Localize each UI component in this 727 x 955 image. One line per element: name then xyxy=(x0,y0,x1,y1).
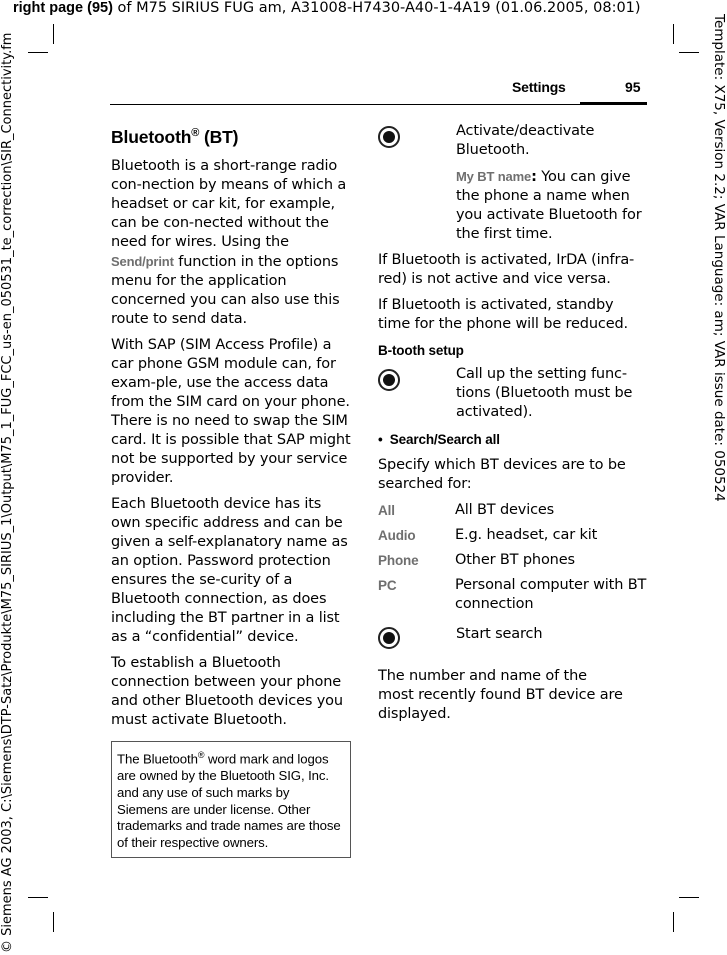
print-header-rest: of M75 SIRIUS FUG am, A31008-H7430-A40-1-4A19 (01.06.2005, 08:01) xyxy=(112,0,641,16)
paragraph-specify: Specify which BT devices are to be searched for: xyxy=(378,457,626,492)
crop-mark xyxy=(673,912,674,932)
key-cell xyxy=(378,623,456,655)
crop-mark xyxy=(28,52,48,53)
bullet-item: • Search/Search all xyxy=(378,432,500,447)
bullet-label: Search/Search all xyxy=(389,432,500,447)
section-heading xyxy=(111,122,351,148)
device-type-term: Audio xyxy=(378,528,416,543)
left-column xyxy=(111,122,351,858)
device-type-term: PC xyxy=(378,578,397,593)
device-type-list xyxy=(378,501,648,614)
device-type-desc: All BT devices xyxy=(455,502,555,518)
right-column xyxy=(378,122,648,731)
device-type-desc: E.g. headset, car kit xyxy=(455,527,598,543)
paragraph-establish: To establish a Bluetooth connection between your phone and other Bluetooth devices you must activate Bluetooth. xyxy=(111,654,343,728)
device-type-row xyxy=(378,501,648,520)
note-text: You can give the phone a name when you activate Bluetooth for the first time. xyxy=(456,169,642,242)
page-number: 95 xyxy=(625,79,641,95)
key-instruction xyxy=(378,365,648,422)
paragraph-text: function in the options menu for the application concerned you can also use this route to send data. xyxy=(111,253,340,327)
menu-reference: Send/print xyxy=(111,253,174,269)
notice-text: The Bluetooth xyxy=(117,751,198,767)
trademark-notice xyxy=(111,741,351,858)
paragraph-intro xyxy=(111,157,351,329)
device-type-row xyxy=(378,576,648,614)
key-instruction xyxy=(378,623,648,655)
colon: : xyxy=(531,169,537,185)
paragraph-irda: If Bluetooth is activated, IrDA (infra-red) is not active and vice versa. xyxy=(378,252,635,287)
crop-mark xyxy=(28,897,48,898)
paragraph-standby: If Bluetooth is activated, standby time for the phone will be reduced. xyxy=(378,297,629,332)
crop-mark xyxy=(53,24,54,44)
paragraph-text: most recently found BT device are displayed. xyxy=(378,687,623,722)
registered-mark: ® xyxy=(191,127,200,139)
paragraph-last xyxy=(378,667,648,724)
crop-mark xyxy=(53,912,54,932)
navigation-key-icon xyxy=(378,627,400,649)
running-title: Settings xyxy=(512,79,566,95)
header-rule-thick xyxy=(580,102,647,105)
navigation-key-icon xyxy=(378,369,400,391)
left-margin-path: © Siemens AG 2003, C:\Siemens\DTP-Satz\Produkte\M75_SIRIUS_1\Output\M75_1_FUG_FCC_us-en_050531_te_correction\SIR_Connectivity.fm xyxy=(0,32,15,953)
device-type-row xyxy=(378,551,648,570)
menu-reference: My BT name xyxy=(456,169,532,184)
paragraph-line: The number and name of the xyxy=(378,668,587,684)
subheading: B-tooth setup xyxy=(378,343,464,358)
activate-text: Activate/deactivate Bluetooth. xyxy=(456,123,595,158)
crop-mark xyxy=(679,52,699,53)
my-bt-name-note xyxy=(456,167,648,244)
notice-text: word mark and logos are owned by the Bluetooth SIG, Inc. and any use of such marks by Siemens are under license. Other trademarks and trade names are those of their respective owners. xyxy=(117,751,341,851)
paragraph-address: Each Bluetooth device has its own specific address and can be given a self-explanatory name as an option. Password protection ensures the se-curity of a Bluetooth connection, as does including the BT partner in a list as a “confidential” device. xyxy=(111,495,348,645)
key-cell xyxy=(378,122,456,244)
key-cell xyxy=(378,365,456,422)
crop-mark xyxy=(679,897,699,898)
key-description: Start search xyxy=(456,626,543,642)
device-type-row xyxy=(378,526,648,545)
paragraph-sap: With SAP (SIM Access Profile) a car phone GSM module can, for exam-ple, use the access data from the SIM card on your phone. There is no need to swap the SIM card. It is possible that SAP might not be supported by your service provider. xyxy=(111,336,351,486)
paragraph-text: Bluetooth is a short-range radio con-nection by means of which a headset or car kit, for example, can be con-nected without the need for wires. Using the xyxy=(111,157,347,250)
print-header xyxy=(13,0,641,16)
device-type-term: Phone xyxy=(378,553,419,568)
key-description: Call up the setting func-tions (Bluetooth must be activated). xyxy=(456,366,633,420)
device-type-desc: Personal computer with BT connection xyxy=(455,577,647,612)
header-rule xyxy=(110,104,580,105)
registered-mark: ® xyxy=(197,749,205,760)
print-header-page: right page (95) xyxy=(13,0,113,16)
device-type-desc: Other BT phones xyxy=(455,552,575,568)
key-instruction xyxy=(378,122,648,244)
heading-text: Bluetooth xyxy=(111,126,192,147)
crop-mark xyxy=(673,24,674,44)
key-description xyxy=(456,122,648,244)
right-margin-template: Template: X75, Version 2.2; VAR Language: am; VAR issue date: 050524 xyxy=(711,14,727,502)
heading-suffix: (BT) xyxy=(199,126,239,147)
navigation-key-icon xyxy=(378,126,400,148)
device-type-term: All xyxy=(378,503,395,518)
